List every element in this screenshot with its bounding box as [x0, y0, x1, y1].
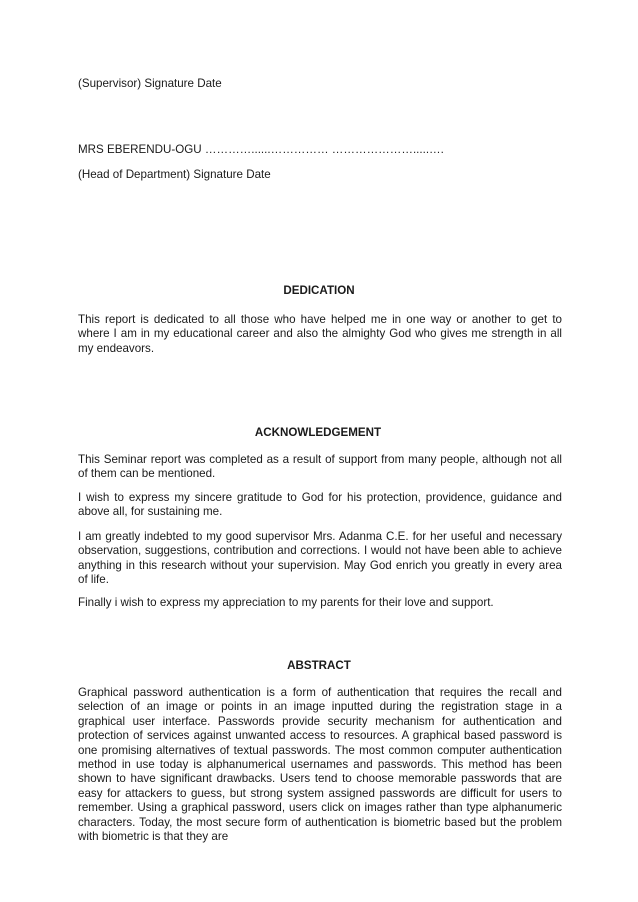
acknowledgement-paragraph: This Seminar report was completed as a result of support from many people, although not all of them can be mentioned. [78, 453, 562, 481]
dedication-heading: DEDICATION [283, 284, 355, 297]
acknowledgement-paragraph: Finally i wish to express my appreciation to my parents for their love and support. [78, 596, 494, 609]
abstract-text: Graphical password authentication is a form of authentication that requires the recall and selection of an image or points in an image inputted during the registration stage in a graphical user interface. Passwords provide security mechanism for authentication and protection of services against unwanted access to resources. A graphical based password is one promising alternatives of textual passwords. The most common computer authentication method in use today is alphanumerical usernames and passwords. This method has been shown to have significant drawbacks. Users tend to choose memorable passwords that are easy for attackers to guess, but strong system assigned passwords are difficult for users to remember. Using a graphical password, users click on images rather than type alphanumeric characters. Today, the most secure form of authentication is biometric based but the problem with biometric is that they are [78, 686, 562, 844]
acknowledgement-paragraph: I wish to express my sincere gratitude to God for his protection, providence, guidance and above all, for sustaining me. [78, 491, 562, 519]
acknowledgement-heading: ACKNOWLEDGEMENT [254, 426, 382, 439]
hod-signature-line: (Head of Department) Signature Date [78, 168, 271, 181]
supervisor-signature-line: (Supervisor) Signature Date [78, 77, 222, 90]
dedication-text: This report is dedicated to all those who have helped me in one way or another to get to where I am in my educational career and also the almighty God who gives me strength in all my endeavors. [78, 313, 562, 355]
acknowledgement-paragraph: I am greatly indebted to my good supervisor Mrs. Adanma C.E. for her useful and necessary observation, suggestions, contribution and corrections. I would not have been able to achieve anything in this research without your supervision. May God enrich you greatly in every area of life. [78, 530, 562, 587]
abstract-heading: ABSTRACT [287, 659, 351, 672]
hod-name-line: MRS EBERENDU-OGU …………......…………… ………………….....…. [78, 143, 444, 156]
